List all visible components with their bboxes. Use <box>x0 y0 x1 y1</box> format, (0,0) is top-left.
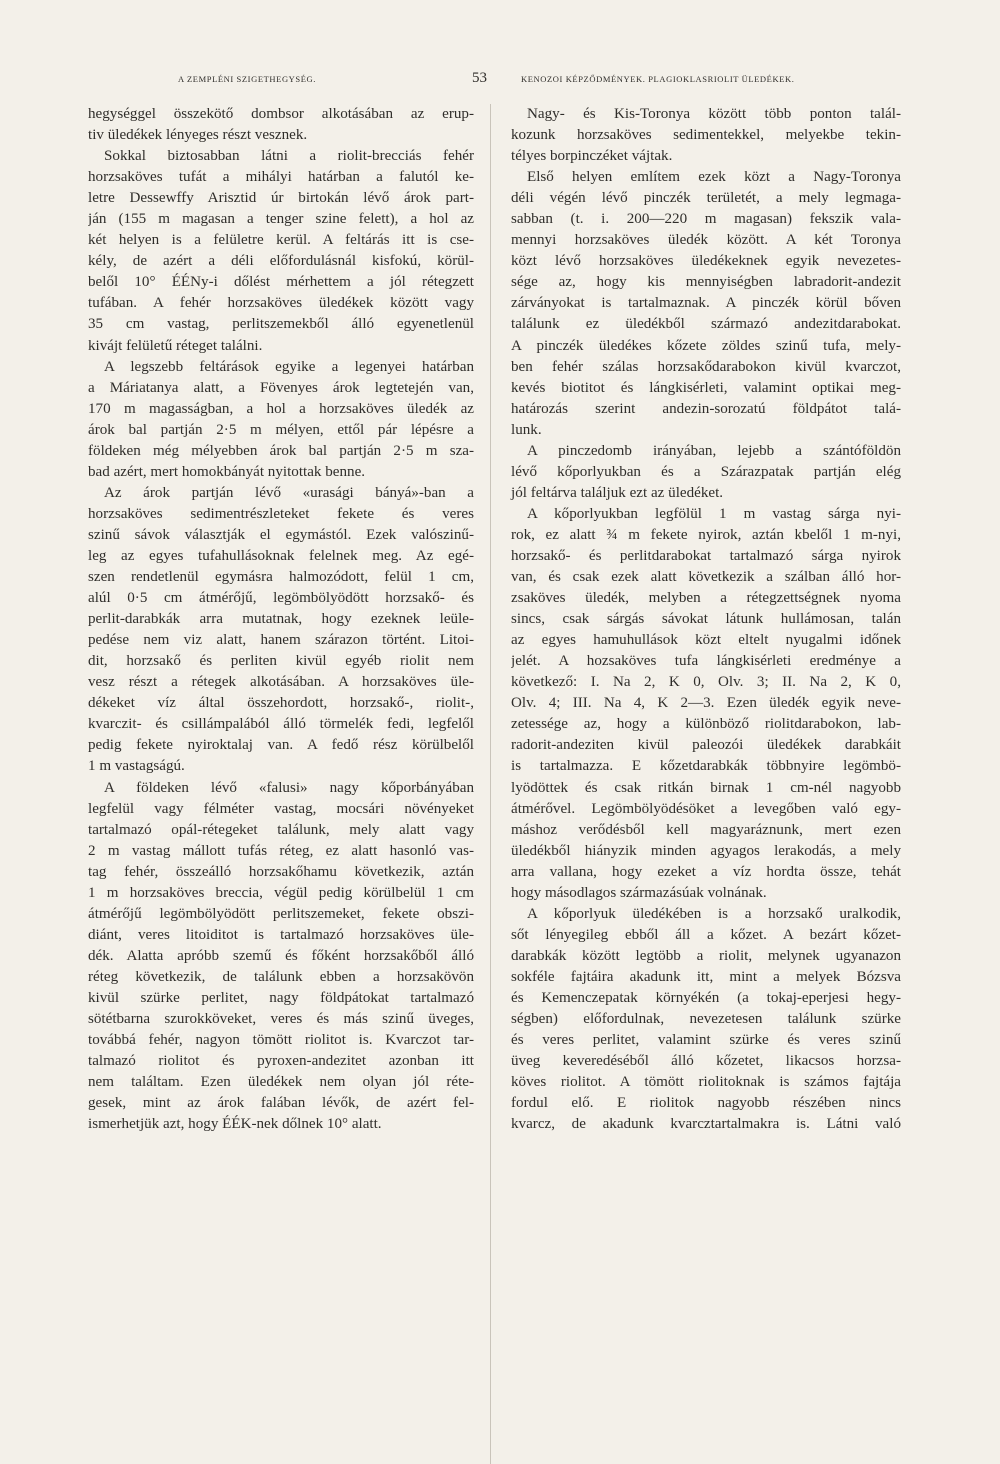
text-line: gesek, mint az árok falában lévők, de azért fel- <box>88 1095 474 1112</box>
text-line: A kőporlyuk üledékében is a horzsakő uralkodik, <box>527 905 901 922</box>
text-line: az egyes hamuhullások közt eltelt nyugalmi időnek <box>511 632 901 649</box>
text-line: földeken még mélyebben árok bal partján 2·5 m sza- <box>88 442 474 459</box>
text-line: horzsakő- és perlitdarabokat tartalmazó sárga nyirok <box>511 547 901 564</box>
text-line: pedig fekete nyiroktalaj van. A fedő rész körülbelől <box>88 737 474 754</box>
text-line: máshoz verődésből kell magyaráznunk, mert ezen <box>511 821 901 838</box>
text-line: tufában. A fehér horzsaköves üledékek között vagy <box>88 295 474 312</box>
text-line: A pinczedomb irányában, lejebb a szántóföldön <box>527 442 901 459</box>
text-line: rok, ez alatt ¾ m fekete nyirok, aztán kbelől 1 m-nyi, <box>511 526 901 543</box>
text-line: hegységgel összekötő dombsor alkotásában az erup- <box>88 106 474 122</box>
text-line: vesz részt a rétegek alkotásában. A horzsaköves üle- <box>88 674 474 691</box>
text-line: két helyen is a felületre kerül. A feltárás itt is cse- <box>88 232 474 249</box>
text-line: lévő kőporlyukban és a Szárazpatak partján elég <box>511 463 901 480</box>
text-line: átmérővel. Legömbölyödésöket a levegőben való egy- <box>511 800 901 817</box>
text-line: perlit-darabkák arra mutatnak, hogy ezeknek leüle- <box>88 611 474 628</box>
text-line: kvarczit- és csillámpalából álló törmelék fedi, legfelől <box>88 716 474 733</box>
text-line: is tartalmazza. E kőzetdarabkák többnyire legömbö- <box>511 758 901 775</box>
text-line: árok bal partján 2·5 m mélyen, ettől pár lépésre a <box>88 421 474 438</box>
text-line: tag fehér, összeálló horzsakőhamu következik, aztán <box>88 863 474 880</box>
text-line: déli végén lévő pinczék területét, a mely legmaga- <box>511 190 901 207</box>
text-line: ismerhetjük azt, hogy ÉÉK-nek dőlnek 10° alatt. <box>88 1116 382 1133</box>
text-line: átmérőjű legömbölyödött perlitszemeket, fekete obszi- <box>88 905 474 922</box>
text-line: A legszebb feltárások egyike a legenyei határban <box>104 358 474 375</box>
text-line: kivül szürke perlitet, nagy földpátokat tartalmazó <box>88 989 474 1006</box>
text-line: határozás szerint andezin-sorozatú földpátot talá- <box>511 400 901 417</box>
text-line: jelét. A hozsaköves tufa lángkisérleti eredménye a <box>511 653 901 670</box>
text-line: sokféle fajtáira akadunk itt, mint a melyek Bózsva <box>511 968 901 985</box>
text-line: ján (155 m magasan a tenger szine felett), a hol az <box>88 211 474 228</box>
text-line: ségben) előfordulnak, nevezetesen találunk szürke <box>511 1011 901 1028</box>
header-left-title: A ZEMPLÉNI SZIGETHEGYSÉG. <box>178 74 317 84</box>
text-line: sőt lényegileg ebből áll a kőzet. A bezárt kőzet- <box>511 926 901 943</box>
left-column <box>88 104 474 1135</box>
text-line: lyödöttek és csak ritkán birnak 1 cm-nél nagyobb <box>511 779 901 796</box>
text-line: Nagy- és Kis-Toronya között több ponton talál- <box>527 106 901 122</box>
text-line: 2 m vastag mállott tufás réteg, ez alatt hasonló vas- <box>88 842 474 859</box>
text-line: kevés biotitot és lángkisérleti, valamint optikai meg- <box>511 379 901 396</box>
text-line: belől 10° ÉÉNy-i dőlést mérhettem a jól rétegzett <box>88 274 474 291</box>
text-line: dit, horzsakő és perliten kivül egyéb riolit nem <box>88 653 474 670</box>
text-line: Az árok partján lévő «urasági bányá»-ban a <box>104 484 474 501</box>
text-line: A földeken lévő «falusi» nagy kőporbányában <box>104 779 474 796</box>
text-line: bad azért, mert homokbányát nyitottak benne. <box>88 463 366 480</box>
text-line: jól feltárva találjuk ezt az üledéket. <box>511 484 724 501</box>
text-line: 1 m vastagságú. <box>88 758 185 775</box>
text-line: következő: I. Na 2, K 0, Olv. 3; II. Na 2, K 0, <box>511 674 901 691</box>
text-line: a Máriatanya alatt, a Fövenyes árok legtetején van, <box>88 379 474 396</box>
text-line: üledékből hiányzik minden agyagos lerakodás, a mely <box>511 842 901 859</box>
text-line: kvarcz, de akadunk kvarcztartalmakra is. Látni való <box>511 1116 901 1133</box>
text-line: zsaköves üledék, melyben a rétegzettségnek nyoma <box>511 590 901 607</box>
text-line: letre Dessewffy Arisztid úr birtokán lévő árok part- <box>88 190 474 207</box>
text-line: mennyi horzsaköves üledék között. A két Toronya <box>511 232 901 249</box>
text-line: télyes borpinczéket vájtak. <box>511 148 673 165</box>
text-line: szen rendetlenül egymásra halmozódott, felül 1 cm, <box>88 569 474 586</box>
text-line: ben fehér szálas horzsakődarabokon kivül kvarczot, <box>511 358 901 375</box>
text-line: és veres perlitet, valamint szürke és veres szinű <box>511 1032 901 1049</box>
text-line: dékeket víz által összehordott, horzsakő-, riolit-, <box>88 695 474 712</box>
text-line: sincs, csak sárgás sávokat látunk hullámosan, talán <box>511 611 901 628</box>
text-line: alúl 0·5 cm átmérőjű, legömbölyödött horzsakő- és <box>88 590 474 607</box>
text-line: radorit-andeziten kivül paleozói üledékek darabkáit <box>511 737 901 754</box>
text-line: kivájt felületű réteget találni. <box>88 337 263 354</box>
text-line: közt lévő horzsaköves üledékeknek egyik nevezetes- <box>511 253 901 270</box>
header-right-title: KENOZOI KÉPZŐDMÉNYEK. PLAGIOKLASRIOLIT ÜLEDÉKEK. <box>521 74 795 84</box>
text-line: sége az, hogy kis mennyiségben labradorit-andezit <box>511 274 901 291</box>
text-line: réteg következik, de találunk ebben a horzsakövön <box>88 968 474 985</box>
text-line: talmazó riolitot és pyroxen-andezitet azonban itt <box>88 1053 474 1070</box>
right-column <box>511 104 901 1135</box>
text-line: kozunk horzsaköves sedimentekkel, melyekbe tekin- <box>511 127 901 144</box>
text-line: hogy másodlagos származásúak volnának. <box>511 884 767 901</box>
text-line: arra vallana, hogy ezeket a víz hordta össze, tehát <box>511 863 901 880</box>
text-line: és Kemenczepatak környékén (a tokaj-eperjesi hegy- <box>511 989 901 1006</box>
text-line: sabban (t. i. 200—220 m magasan) fekszik vala- <box>511 211 901 228</box>
text-line: tartalmazó opál-rétegeket találunk, mely alatt vagy <box>88 821 474 838</box>
text-line: diánt, veres litoiditot is tartalmazó horzsaköves üle- <box>88 926 474 943</box>
text-line: üveg keveredéséből álló kőzetet, likacsos horzsa- <box>511 1053 901 1070</box>
text-line: 35 cm vastag, perlitszemekből álló egyenetlenül <box>88 316 474 333</box>
text-line: horzsaköves sedimentrészleteket fekete és veres <box>88 505 474 522</box>
text-line: legfelül vagy félméter vastag, mocsári növényeket <box>88 800 474 817</box>
text-line: nem találtam. Ezen üledékek nem olyan jól réte- <box>88 1074 474 1091</box>
text-line: találunk ez üledékből származó andezitdarabokat. <box>511 316 901 333</box>
text-line: darabkák között legtöbb a riolit, melynek ugyanazon <box>511 947 901 964</box>
text-line: zárványokat is tartalmaznak. A pinczék körül bőven <box>511 295 901 312</box>
text-line: Első helyen említem ezek közt a Nagy-Toronya <box>527 169 901 186</box>
text-line: kély, de azért a déli előfordulásnál kisfokú, körül- <box>88 253 474 270</box>
text-line: dék. Alatta apróbb szemű és főként horzsakőből álló <box>88 947 474 964</box>
text-line: 170 m magasságban, a hol a horzsaköves üledék az <box>88 400 474 417</box>
text-line: lunk. <box>511 421 542 438</box>
text-line: Sokkal biztosabban látni a riolit-brecciás fehér <box>104 148 474 165</box>
page-number: 53 <box>472 70 487 86</box>
column-divider <box>490 104 491 1464</box>
text-line: továbbá fehér, nagyon tömött riolitot is. Kvarczot tar- <box>88 1032 474 1049</box>
text-line: leg az egyes tufahullásoknak felelnek meg. Az egé- <box>88 547 474 564</box>
text-line: horzsaköves tufát a mihályi határban a falutól ke- <box>88 169 474 186</box>
text-line: van, és csak ezek alatt következik a szálban álló hor- <box>511 569 901 586</box>
text-line: tiv üledékek lényeges részt vesznek. <box>88 127 308 144</box>
text-line: A kőporlyukban legfölül 1 m vastag sárga nyi- <box>527 505 901 522</box>
text-line: zetessége az, hogy a különböző riolitdarabokon, lab- <box>511 716 901 733</box>
text-line: köves riolitot. A tömött riolitoknak is számos fajtája <box>511 1074 901 1091</box>
text-line: Olv. 4; III. Na 4, K 2—3. Ezen üledék egyik neve- <box>511 695 901 712</box>
text-line: fordul elő. E riolitok nagyobb részében nincs <box>511 1095 901 1112</box>
text-line: szinű sávok választják el egymástól. Ezek valószinű- <box>88 526 474 543</box>
text-line: sötétbarna szurokköveket, veres és más szinű üveges, <box>88 1011 474 1028</box>
text-line: A pinczék üledékes kőzete zöldes szinű tufa, mely- <box>511 337 901 354</box>
text-line: pedése nem viz alatt, hanem szárazon történt. Litoi- <box>88 632 474 649</box>
running-header <box>0 70 1000 90</box>
text-line: 1 m horzsaköves breccia, végül pedig körülbelül 1 cm <box>88 884 474 901</box>
